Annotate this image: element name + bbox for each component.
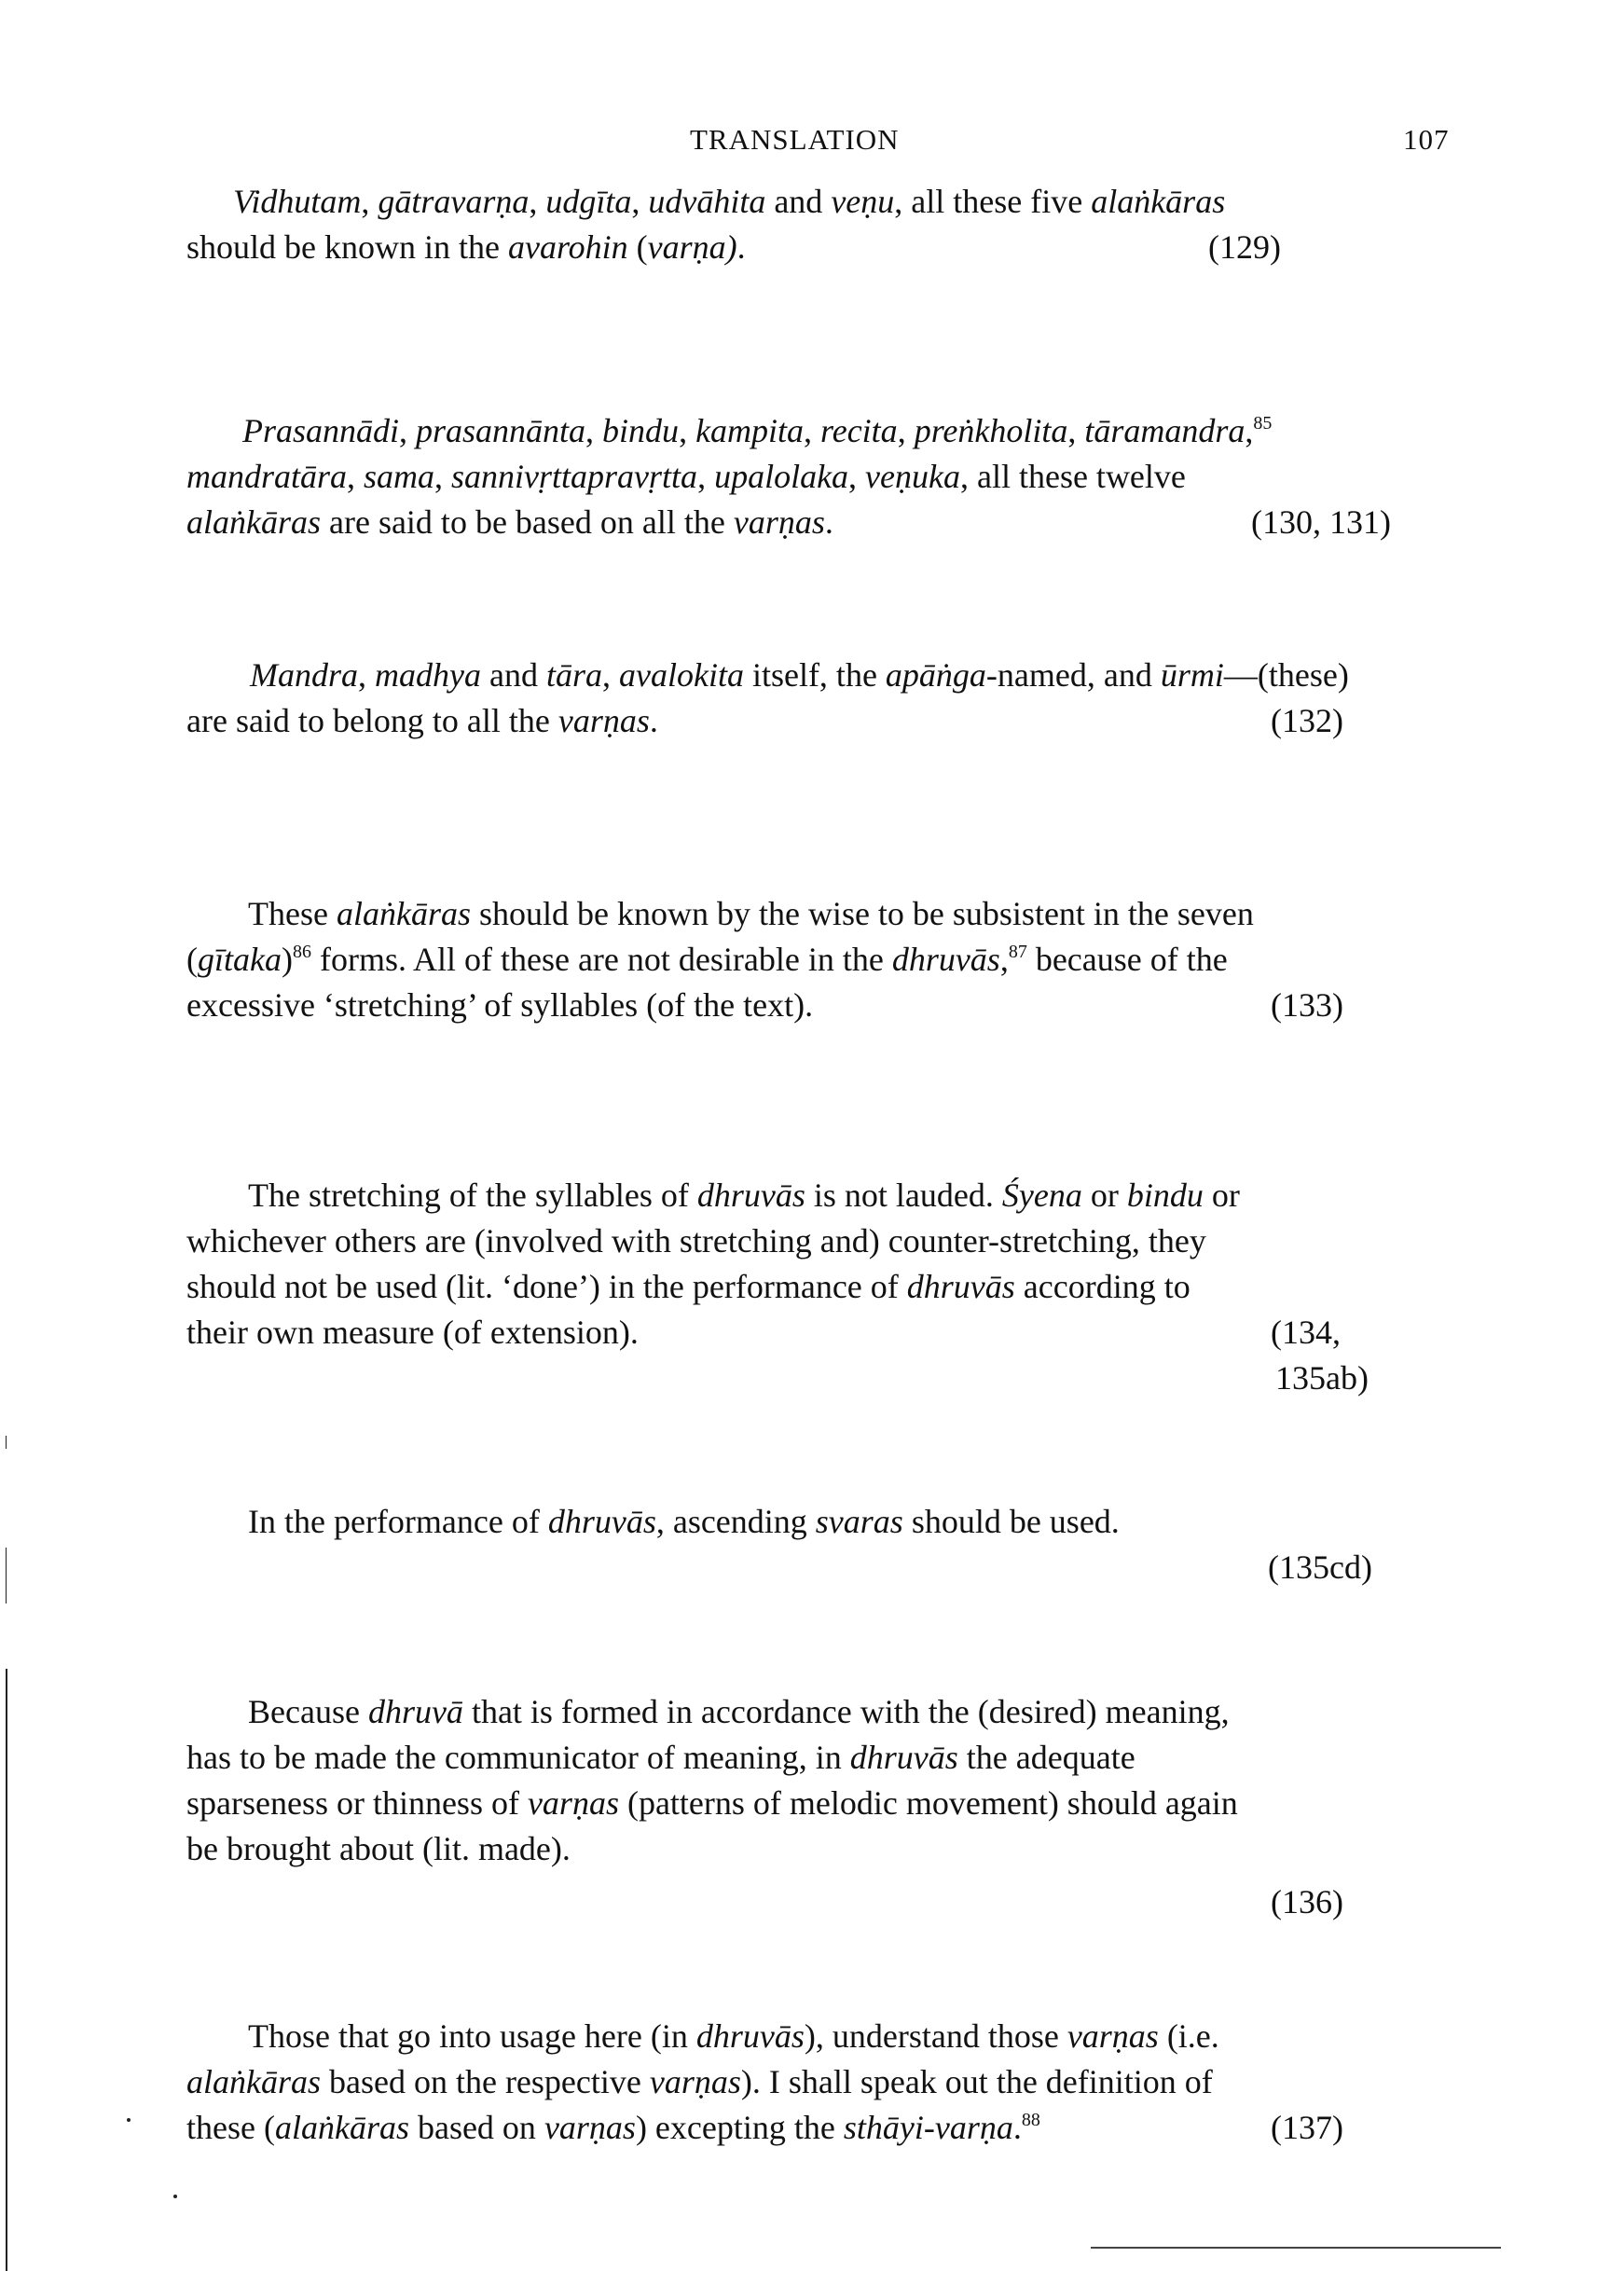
verse-ref: (136) [1271,1883,1343,1920]
verse-136 [186,1689,1464,1925]
margin-scan-line [6,1436,7,1449]
text-line: (gītaka)$^{86}$ forms. All of these are not desirable in the dhruvās,$^{87}$ because of the [186,941,1228,978]
text-line: whichever others are (involved with stretching and) counter-stretching, they [186,1222,1206,1259]
text-line: Vidhutam, gātravarṇa, udgīta, udvāhita and veṇu, all these five alaṅkāras [233,183,1226,220]
text-line: alaṅkāras based on the respective varṇas). I shall speak out the definition of [186,2063,1213,2100]
text-line: Mandra, madhya and tāra, avalokita itself, the apāṅga-named, and ūrmi—(these) [250,656,1349,694]
text-line: should not be used (lit. ‘done’) in the performance of dhruvās according to [186,1268,1190,1305]
text-line: are said to belong to all the varṇas. (132) [186,698,1464,744]
verse-ref: (130, 131) [1251,503,1391,541]
text-line: In the performance of dhruvās, ascending svaras should be used. [248,1503,1120,1540]
verse-137 [186,2014,1464,2151]
scan-speck [127,2118,131,2122]
footnote-mark: 86 [292,942,311,962]
running-header: TRANSLATION [690,123,900,156]
verse-132 [186,653,1464,744]
text-line: their own measure (of extension). (134, [186,1310,1464,1356]
text-line: These alaṅkāras should be known by the wise to be subsistent in the seven [248,895,1254,932]
footnote-mark: 88 [1021,2110,1040,2130]
text-line: should be known in the avarohin (varṇa). (129) [186,225,1464,270]
page-bottom-rule [1091,2247,1501,2249]
verse-ref: (133) [1271,986,1343,1024]
margin-scan-line [6,1548,7,1603]
verse-134-135ab [186,1173,1464,1401]
verse-ref: (129) [1208,228,1281,266]
verse-ref: 135ab) [1275,1359,1369,1397]
text-line: Those that go into usage here (in dhruvās), understand those varṇas (i.e. [248,2017,1219,2055]
text-line: Prasannādi, prasannānta, bindu, kampita, recita, preṅkholita, tāramandra,$^{85}$ [242,412,1273,449]
page-number: 107 [1403,123,1450,156]
text-line [186,1879,1464,1925]
text-line: has to be made the communicator of meaning, in dhruvās the adequate [186,1739,1135,1776]
text-line: excessive ‘stretching’ of syllables (of the text). (133) [186,983,1464,1028]
verse-ref: (134, [1271,1314,1341,1351]
footnote-mark: 85 [1253,413,1273,434]
verse-ref: (135cd) [1268,1548,1372,1586]
text-line [186,1356,1464,1401]
text-line: The stretching of the syllables of dhruvās is not lauded. Śyena or bindu or [248,1177,1240,1214]
text-line: sparseness or thinness of varṇas (patterns of melodic movement) should again [186,1784,1238,1822]
text-line: alaṅkāras are said to be based on all the varṇas. (130, 131) [186,500,1464,545]
verse-129 [186,179,1464,270]
verse-130-131 [186,408,1464,545]
text-line: Because dhruvā that is formed in accordance with the (desired) meaning, [248,1693,1230,1730]
verse-135cd [186,1499,1464,1590]
text-line [186,1545,1464,1590]
footnote-mark: 87 [1008,942,1027,962]
margin-scan-line [6,1669,7,2271]
verse-ref: (132) [1271,702,1343,739]
text-line: these (alaṅkāras based on varṇas) excepting the sthāyi-varṇa.$^{88}$ (137) [186,2105,1464,2151]
verse-133 [186,891,1464,1028]
text-line: mandratāra, sama, sannivṛttapravṛtta, upalolaka, veṇuka, all these twelve [186,458,1186,495]
scan-speck [173,2195,177,2198]
verse-ref: (137) [1271,2109,1343,2146]
text-line: be brought about (lit. made). [186,1830,571,1867]
